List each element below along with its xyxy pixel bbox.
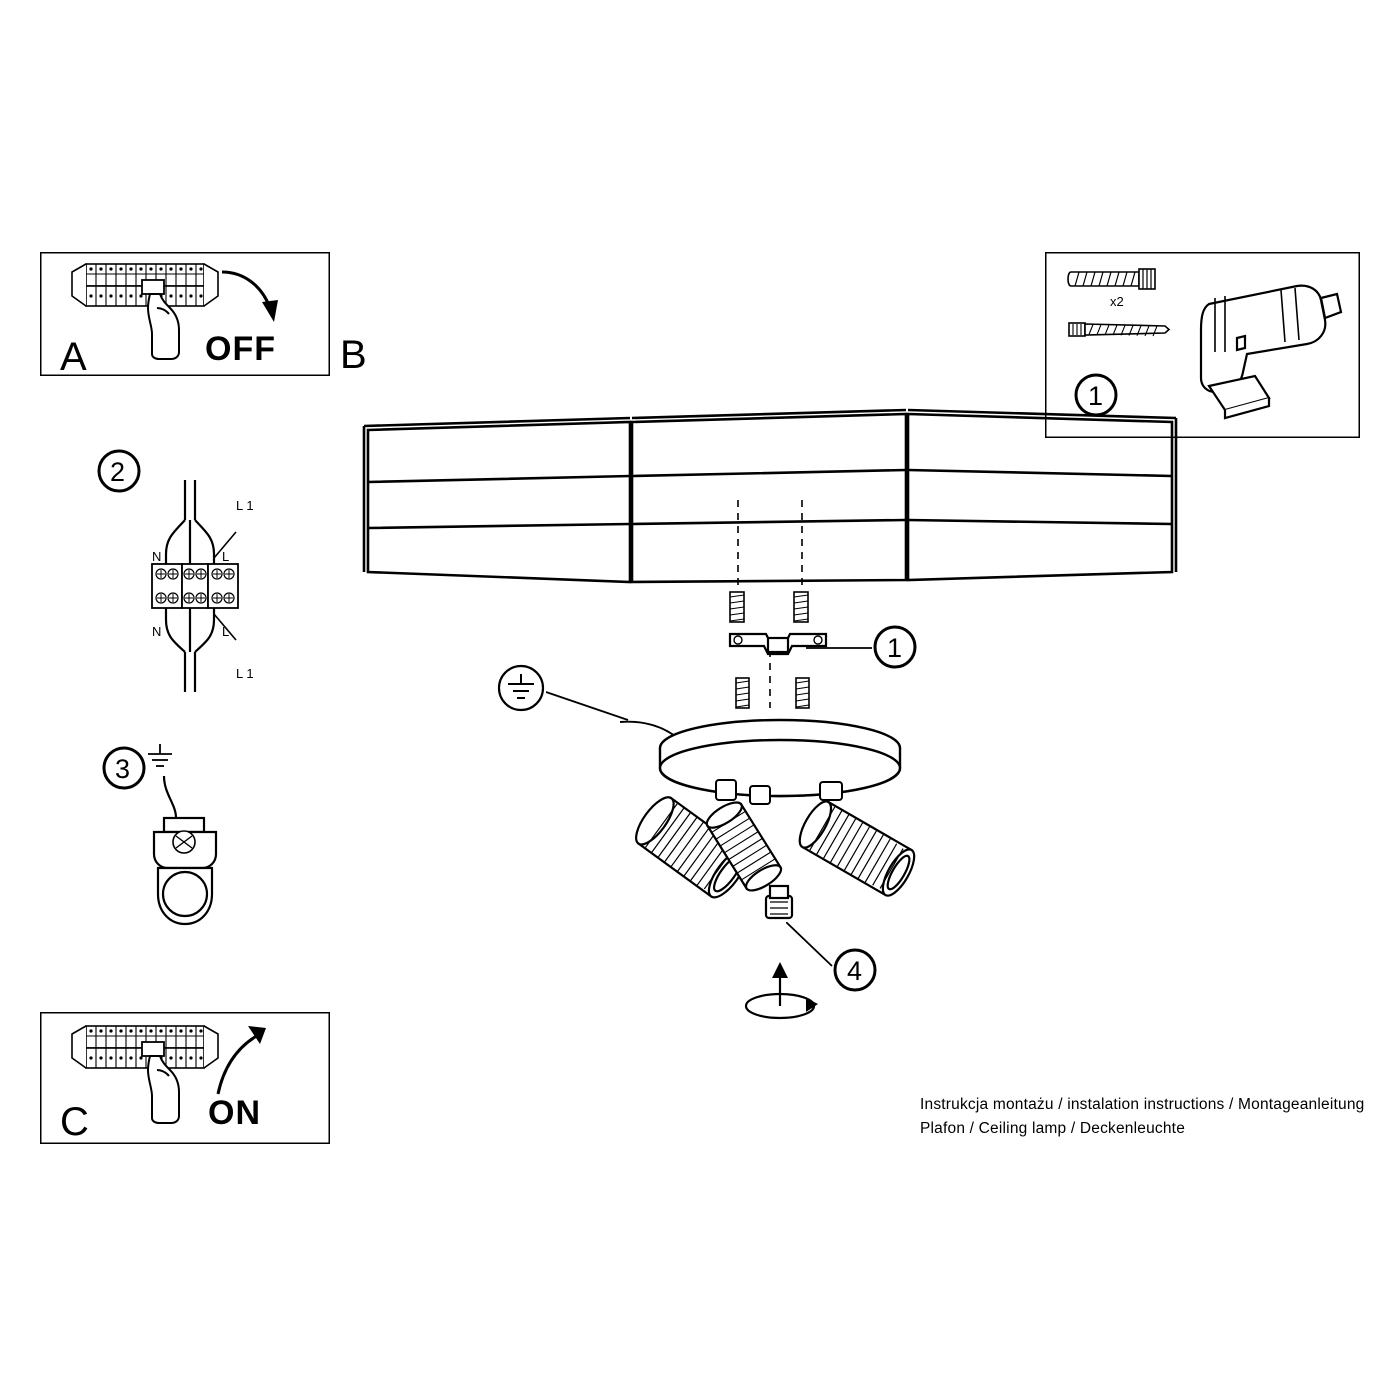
- mount-step-number: 1: [887, 633, 903, 663]
- panel-a-letter: A: [60, 335, 87, 379]
- tools-step-number: 1: [1088, 381, 1104, 411]
- panel-a-action-label: OFF: [205, 330, 276, 368]
- wiring-label-l1-bottom: L 1: [236, 666, 254, 681]
- wiring-label-l1-top: L 1: [236, 498, 254, 513]
- footer-line-2: Plafon / Ceiling lamp / Deckenleuchte: [920, 1120, 1186, 1137]
- arrow-up-c-icon: [200, 1022, 270, 1100]
- wiring-label-n-bottom: N: [152, 624, 162, 639]
- earth-leader-line: [546, 690, 636, 726]
- footer-line-1: Instrukcja montażu / instalation instructions / Montageanleitung: [920, 1096, 1365, 1113]
- panel-c-action-label: ON: [208, 1094, 261, 1132]
- wiring-label-l-bottom: L: [222, 624, 230, 639]
- earth-ground-icon: [494, 662, 548, 714]
- power-drill-icon: [1185, 268, 1345, 423]
- wiring-label-n-top: N: [152, 549, 162, 564]
- wall-plug-icon: [1065, 264, 1165, 292]
- tools-quantity-label: x2: [1110, 294, 1124, 309]
- arrow-down-a-icon: [216, 266, 286, 336]
- mount-leader-line: [806, 624, 876, 654]
- panel-c-letter: C: [60, 1100, 89, 1144]
- step-3-number: 3: [115, 754, 131, 784]
- earth-screw-bracket-icon: [140, 770, 250, 930]
- step-2-number: 2: [110, 457, 126, 487]
- screw-icon: [1065, 315, 1175, 343]
- panel-b-letter: B: [340, 333, 367, 377]
- earth-ground-icon: [144, 742, 176, 772]
- wiring-label-l-top: L: [222, 549, 230, 564]
- bulb-leader-line: [786, 922, 840, 974]
- bulb-step-number: 4: [847, 956, 863, 986]
